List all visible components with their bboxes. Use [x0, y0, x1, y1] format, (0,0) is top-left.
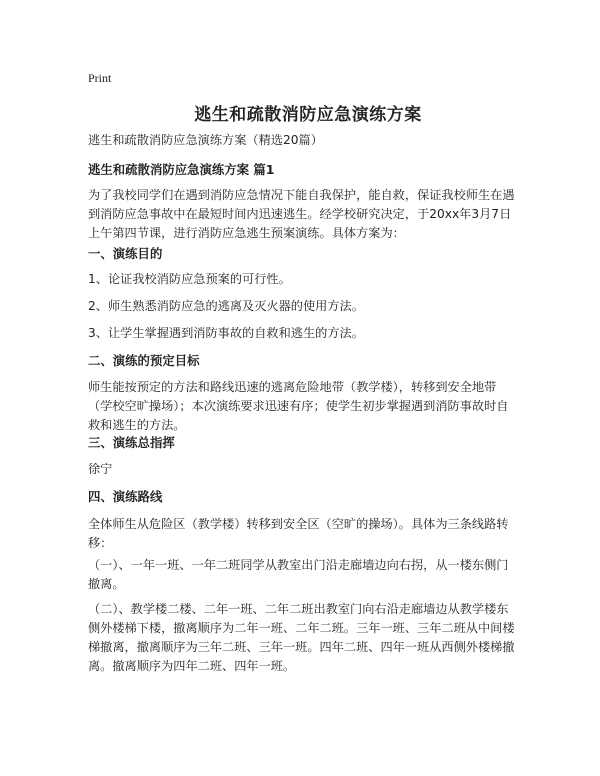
purpose-item-2: 2、师生熟悉消防应急的逃离及灭火器的使用方法。: [88, 299, 364, 313]
goal-paragraph: 师生能按预定的方法和路线迅速的逃离危险地带（教学楼），转移到安全地带（学校空旷操场）；本次演练要求迅速有序；使学生初步掌握遇到消防事故时自救和逃生的方法。: [88, 380, 509, 432]
route-item-2: （二）、教学楼二楼、二年一班、二年二班出教室门向右沿走廊墙边从教学楼东侧外楼梯下楼，撤离顺序为二年一班、二年二班。三年一班、三年二班从中间楼梯撤离，撤离顺序为三年二班、三年一班。四年二班、四年一班从西侧外楼梯撤离。撤离顺序为四年二班、四年一班。: [88, 602, 515, 673]
purpose-item-1: 1、论证我校消防应急预案的可行性。: [88, 272, 291, 286]
heading-commander: 三、演练总指挥: [88, 435, 175, 450]
commander-name: 徐宁: [88, 462, 113, 476]
heading-purpose: 一、演练目的: [88, 246, 163, 261]
heading-goal: 二、演练的预定目标: [88, 353, 200, 368]
route-item-1: （一）、一年一班、一年二班同学从教室出门沿走廊墙边向右拐，从一楼东侧门撤离。: [88, 558, 509, 591]
subtitle: 逃生和疏散消防应急演练方案（精选20篇）: [88, 133, 323, 147]
heading-route: 四、演练路线: [88, 489, 163, 504]
print-link[interactable]: Print: [88, 71, 112, 85]
page-title: 逃生和疏散消防应急演练方案: [194, 105, 422, 125]
intro-paragraph: 为了我校同学们在遇到消防应急情况下能自我保护，能自救，保证我校师生在遇到消防应急事故中在最短时间内迅速逃生。经学校研究决定，于20xx年3月7日上午第四节课，进行消防应急逃生预案演练。具体方案为：: [88, 188, 515, 240]
section-title: 逃生和疏散消防应急演练方案 篇1: [88, 162, 275, 177]
route-intro: 全体师生从危险区（教学楼）转移到安全区（空旷的操场）。具体为三条线路转移：: [88, 517, 509, 550]
purpose-item-3: 3、让学生掌握遇到消防事故的自救和逃生的方法。: [88, 326, 364, 340]
